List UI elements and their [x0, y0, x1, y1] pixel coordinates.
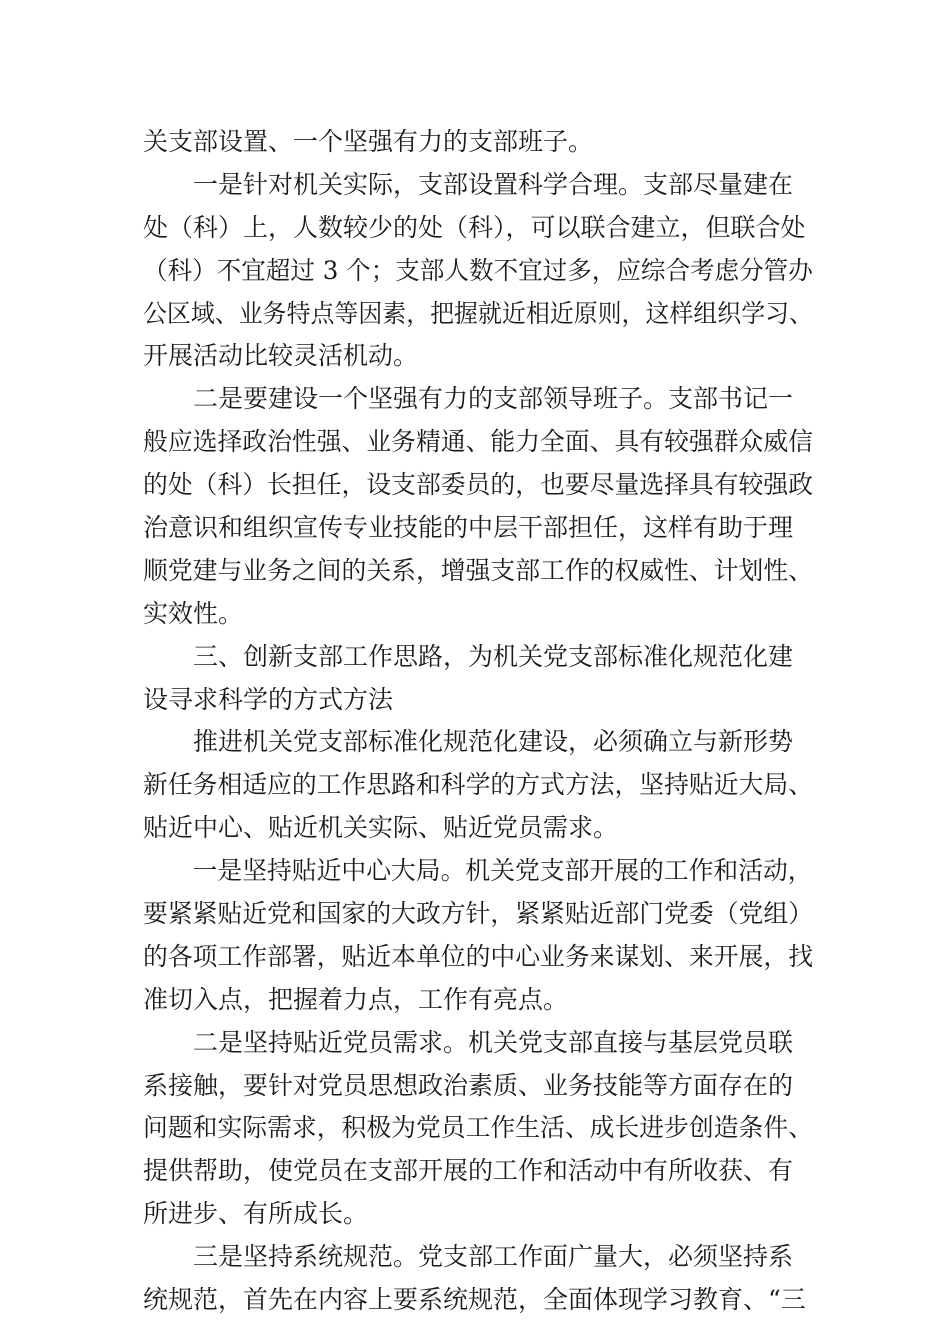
text-line: 处（科）上，人数较少的处（科），可以联合建立，但联合处 [143, 212, 806, 242]
text-line: 般应选择政治性强、业务精通、能力全面、具有较强群众威信 [143, 427, 814, 457]
text-line: 的各项工作部署，贴近本单位的中心业务来谋划、来开展，找 [143, 941, 814, 971]
text-line: 推进机关党支部标准化规范化建设，必须确立与新形势 [193, 727, 794, 757]
text-line: 实效性。 [143, 598, 244, 628]
text-line: 三是坚持系统规范。党支部工作面广量大，必须坚持系 [193, 1242, 794, 1272]
text-line: 提供帮助，使党员在支部开展的工作和活动中有所收获、有 [143, 1156, 794, 1186]
text-line: 治意识和组织宣传专业技能的中层干部担任，这样有助于理 [143, 513, 794, 543]
text-line: 贴近中心、贴近机关实际、贴近党员需求。 [143, 813, 619, 843]
text-line: 一是针对机关实际，支部设置科学合理。支部尽量建在 [193, 169, 794, 199]
body-text [143, 121, 813, 1322]
text-line: 系接触，要针对党员思想政治素质、业务技能等方面存在的 [143, 1070, 794, 1100]
text-line: 公区域、业务特点等因素，把握就近相近原则，这样组织学习、 [143, 298, 813, 328]
text-line: 问题和实际需求，积极为党员工作生活、成长进步创造条件、 [143, 1113, 814, 1143]
text-line: 顺党建与业务之间的关系，增强支部工作的权威性、计划性、 [143, 555, 814, 585]
text-line: 的处（科）长担任，设支部委员的，也要尽量选择具有较强政 [143, 470, 814, 500]
text-line: 三、创新支部工作思路，为机关党支部标准化规范化建 [193, 641, 794, 671]
text-line: 开展活动比较灵活机动。 [143, 341, 419, 371]
text-line: （科）不宜超过 3 个；支部人数不宜过多，应综合考虑分管办 [143, 255, 813, 285]
text-line: 要紧紧贴近党和国家的大政方针，紧紧贴近部门党委（党组） [143, 899, 814, 929]
text-line: 关支部设置、一个坚强有力的支部班子。 [143, 127, 594, 156]
text-line: 统规范，首先在内容上要系统规范，全面体现学习教育、“三 [143, 1285, 806, 1315]
text-line: 一是坚持贴近中心大局。机关党支部开展的工作和活动， [192, 856, 813, 886]
text-line: 新任务相适应的工作思路和科学的方式方法，坚持贴近大局、 [143, 770, 814, 800]
text-line: 二是坚持贴近党员需求。机关党支部直接与基层党员联 [193, 1027, 794, 1057]
text-line: 所进步、有所成长。 [143, 1199, 369, 1229]
text-line: 准切入点，把握着力点，工作有亮点。 [143, 984, 569, 1014]
text-line: 设寻求科学的方式方法 [143, 684, 394, 714]
text-line: 二是要建设一个坚强有力的支部领导班子。支部书记一 [193, 384, 794, 414]
